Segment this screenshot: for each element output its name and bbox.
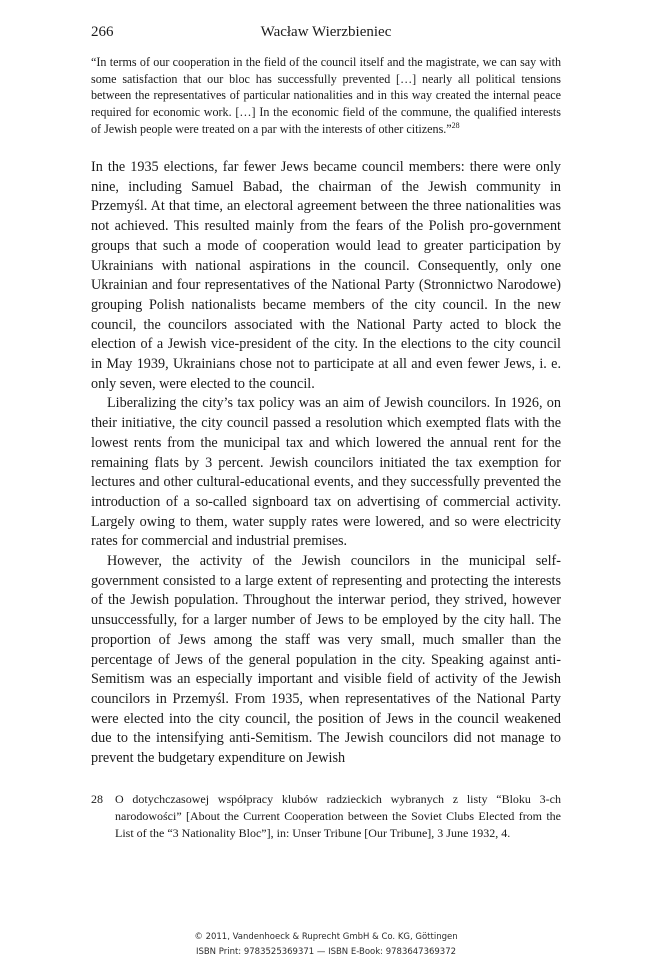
copyright-line: © 2011, Vandenhoeck & Ruprecht GmbH & Co. KG, Göttingen bbox=[194, 932, 458, 942]
paragraph: Liberalizing the city’s tax policy was an aim of Jewish councilors. In 1926, on their initiative, the city council passed a resolution which exempted flats with the lowest rents from the municipal tax and which lowered the annual rent for the remaining flats by 3 percent. Jewish councilors initiated the tax exemption for lectures and other cultural-educational events, and they successfully prevented the introduction of a so-called signboard tax on advertising of commercial activity. Largely owing to them, water supply rates were lowered, and so were electricity rates for commercial and industrial premises. bbox=[91, 395, 561, 550]
block-quote bbox=[91, 54, 561, 138]
quote-text: “In terms of our cooperation in the field of the council itself and the magistrate, we can say with some satisfaction that our bloc has successfully prevented […] nearly all political tensions between the representatives of particular nationalities and in this way created the internal peace required for economic work. […] In the economic field of the commune, the qualified interests of Jewish people were treated on a par with the interests of other citizens.” bbox=[91, 55, 561, 136]
paragraph: In the 1935 elections, far fewer Jews became council members: there were only nine, including Samuel Babad, the chairman of the Jewish community in Przemyśl. At that time, an electoral agreement between the three nationalities was not achieved. This resulted mainly from the fears of the Polish pro-government groups that such a mode of cooperation would lead to greater participation by Ukrainians with national aspirations in the council. Consequently, only one Ukrainian and four representatives of the National Party (Stronnictwo Narodowe) grouping Polish nationalists became members of the city council. In the new council, the councilors associated with the National Party acted to block the election of a Jewish vice-president of the city. In the elections to the city council in May 1939, Ukrainians chose not to participate at all and even fewer Jews, i. e. only seven, were elected to the council. bbox=[91, 159, 561, 392]
footnote-number: 28 bbox=[91, 792, 103, 806]
footnote-text: O dotychczasowej współpracy klubów radzieckich wybranych z listy “Bloku 3-ch narodowości” [About the Current Cooperation between the Soviet Clubs Elected from the List of the “3 Nationality Bloc”], in: Unser Tribune [Our Tribune], 3 June 1932, 4. bbox=[115, 792, 561, 840]
paragraph: However, the activity of the Jewish councilors in the municipal self-government consisted to a large extent of representing and protecting the interests of the Jewish population. Throughout the interwar period, they strived, however unsuccessfully, for a larger number of Jews to be employed by the city hall. The proportion of Jews among the staff was very small, much smaller than the percentage of Jews of the general population in the city. Speaking against anti-Semitism was an especially important and visible field of activity of the Jewish councilors in Przemyśl. From 1935, when representatives of the National Party were elected into the city council, the position of Jews in the council weakened due to the intensifying anti-Semitism. The Jewish councilors did not manage to prevent the budgetary expenditure on Jewish bbox=[91, 553, 561, 767]
page-number: 266 bbox=[91, 24, 114, 40]
running-head: Wacław Wierzbieniec bbox=[260, 24, 392, 40]
footnote-reference[interactable]: 28 bbox=[451, 120, 460, 130]
isbn-line: ISBN Print: 9783525369371 — ISBN E-Book: 9783647369372 bbox=[195, 947, 457, 957]
footnote bbox=[91, 791, 561, 841]
copyright-notice bbox=[91, 930, 561, 960]
body-text bbox=[91, 158, 561, 769]
footnotes bbox=[91, 791, 561, 841]
page-header bbox=[91, 22, 561, 42]
